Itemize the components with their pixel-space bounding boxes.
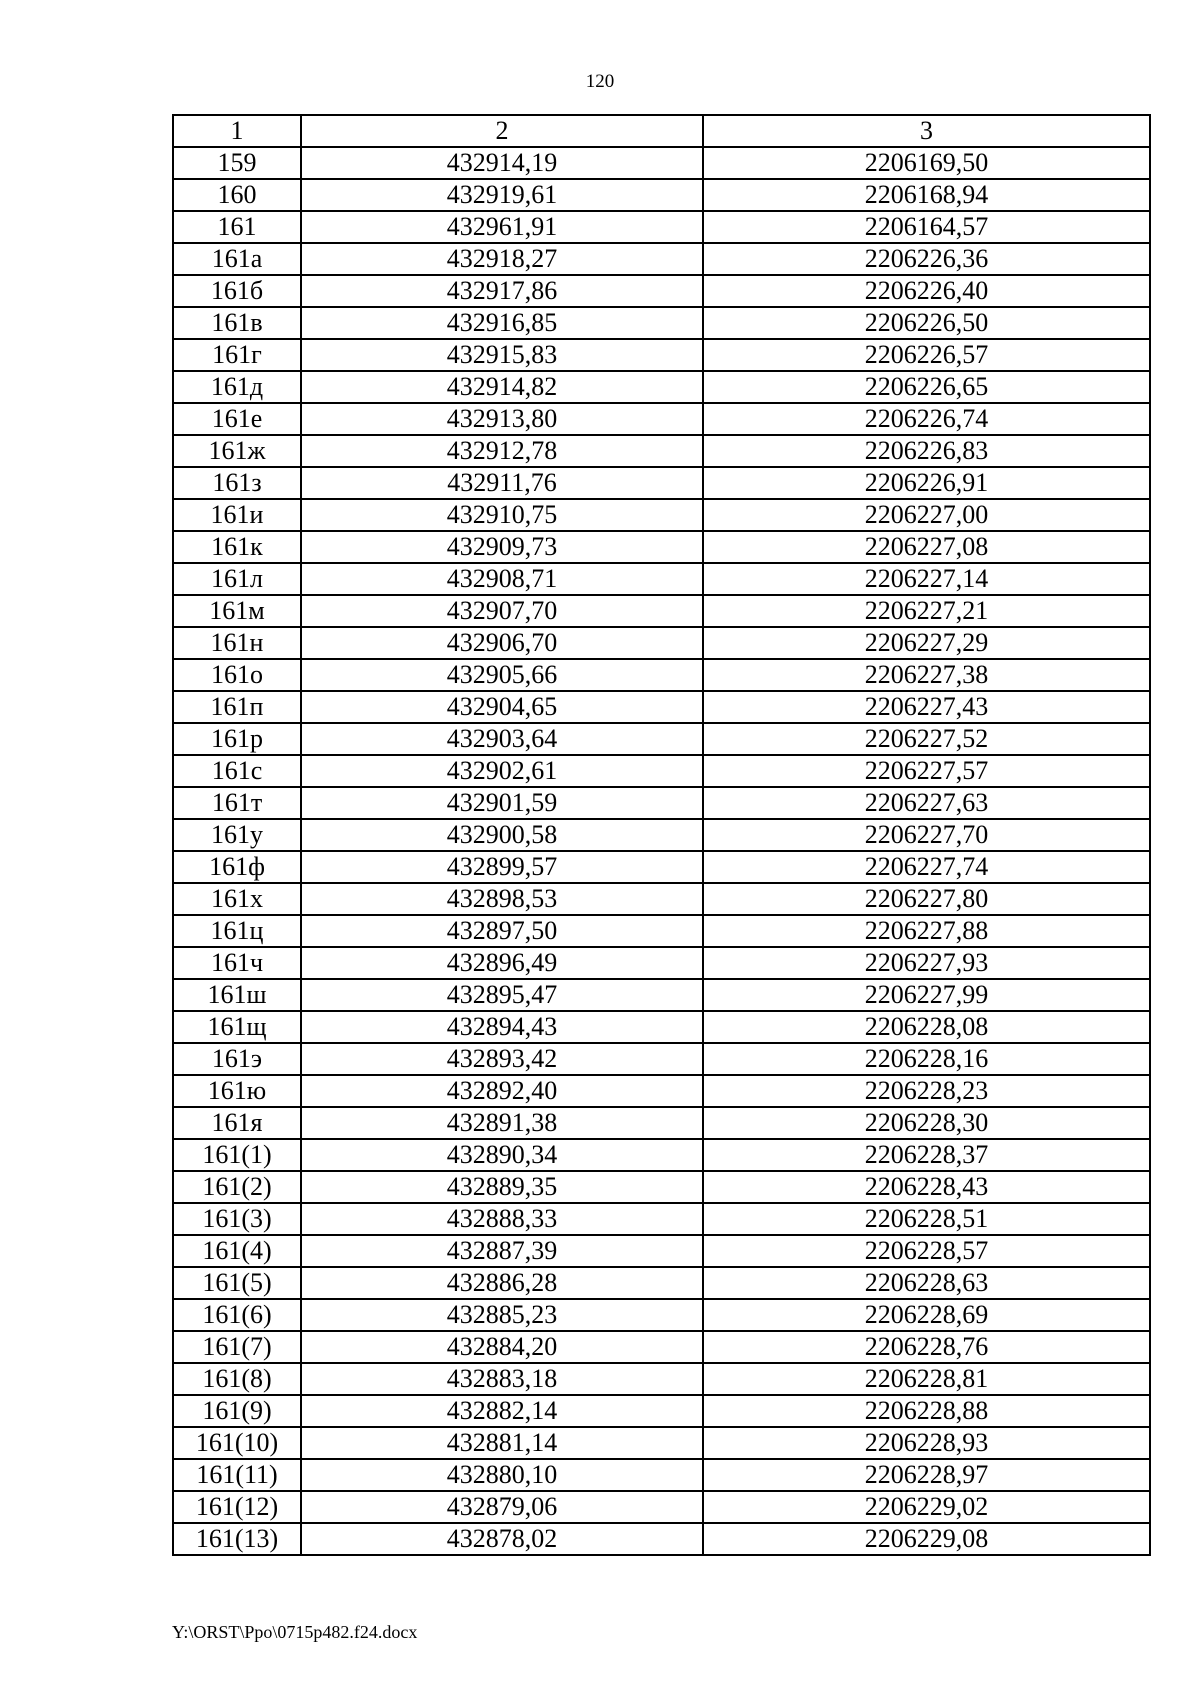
cell-point-id: 161(10) [173, 1427, 301, 1459]
coordinates-table [172, 114, 1151, 1556]
table-row [173, 659, 1150, 691]
cell-point-id: 161ц [173, 915, 301, 947]
table-header-row [173, 115, 1150, 147]
table-row [173, 1107, 1150, 1139]
table-row [173, 1043, 1150, 1075]
cell-point-id: 161ж [173, 435, 301, 467]
table-body [173, 147, 1150, 1555]
cell-x-coordinate: 432918,27 [301, 243, 703, 275]
table-row [173, 275, 1150, 307]
cell-x-coordinate: 432895,47 [301, 979, 703, 1011]
cell-y-coordinate: 2206228,08 [703, 1011, 1150, 1043]
cell-point-id: 161г [173, 339, 301, 371]
cell-y-coordinate: 2206228,43 [703, 1171, 1150, 1203]
cell-point-id: 161(2) [173, 1171, 301, 1203]
table-row [173, 915, 1150, 947]
cell-y-coordinate: 2206227,74 [703, 851, 1150, 883]
table-row [173, 467, 1150, 499]
cell-point-id: 161(9) [173, 1395, 301, 1427]
cell-x-coordinate: 432888,33 [301, 1203, 703, 1235]
cell-x-coordinate: 432894,43 [301, 1011, 703, 1043]
cell-x-coordinate: 432886,28 [301, 1267, 703, 1299]
cell-point-id: 161(6) [173, 1299, 301, 1331]
cell-x-coordinate: 432899,57 [301, 851, 703, 883]
cell-point-id: 161ю [173, 1075, 301, 1107]
cell-x-coordinate: 432907,70 [301, 595, 703, 627]
table-row [173, 1363, 1150, 1395]
table-row [173, 147, 1150, 179]
cell-point-id: 161(1) [173, 1139, 301, 1171]
cell-y-coordinate: 2206228,63 [703, 1267, 1150, 1299]
cell-point-id: 161(5) [173, 1267, 301, 1299]
table-row [173, 371, 1150, 403]
cell-y-coordinate: 2206228,76 [703, 1331, 1150, 1363]
table-row [173, 691, 1150, 723]
cell-y-coordinate: 2206228,16 [703, 1043, 1150, 1075]
table-row [173, 1203, 1150, 1235]
cell-point-id: 161п [173, 691, 301, 723]
table-row [173, 595, 1150, 627]
table-row [173, 339, 1150, 371]
cell-point-id: 161(8) [173, 1363, 301, 1395]
cell-point-id: 161э [173, 1043, 301, 1075]
table-row [173, 787, 1150, 819]
cell-y-coordinate: 2206168,94 [703, 179, 1150, 211]
cell-x-coordinate: 432880,10 [301, 1459, 703, 1491]
table-row [173, 1075, 1150, 1107]
page-number: 120 [585, 71, 615, 92]
cell-x-coordinate: 432919,61 [301, 179, 703, 211]
cell-point-id: 161ш [173, 979, 301, 1011]
column-header-y: 3 [703, 115, 1150, 147]
cell-point-id: 161(7) [173, 1331, 301, 1363]
cell-y-coordinate: 2206228,57 [703, 1235, 1150, 1267]
cell-x-coordinate: 432913,80 [301, 403, 703, 435]
cell-y-coordinate: 2206227,80 [703, 883, 1150, 915]
cell-y-coordinate: 2206227,99 [703, 979, 1150, 1011]
table-row [173, 403, 1150, 435]
table-row [173, 1171, 1150, 1203]
cell-y-coordinate: 2206226,83 [703, 435, 1150, 467]
cell-y-coordinate: 2206227,38 [703, 659, 1150, 691]
cell-y-coordinate: 2206226,91 [703, 467, 1150, 499]
cell-point-id: 161а [173, 243, 301, 275]
cell-y-coordinate: 2206228,93 [703, 1427, 1150, 1459]
cell-point-id: 161м [173, 595, 301, 627]
table-row [173, 563, 1150, 595]
cell-y-coordinate: 2206228,97 [703, 1459, 1150, 1491]
cell-y-coordinate: 2206228,51 [703, 1203, 1150, 1235]
cell-point-id: 161б [173, 275, 301, 307]
cell-y-coordinate: 2206227,93 [703, 947, 1150, 979]
cell-y-coordinate: 2206227,14 [703, 563, 1150, 595]
cell-y-coordinate: 2206228,81 [703, 1363, 1150, 1395]
column-header-x: 2 [301, 115, 703, 147]
cell-point-id: 161и [173, 499, 301, 531]
cell-x-coordinate: 432914,82 [301, 371, 703, 403]
cell-y-coordinate: 2206227,08 [703, 531, 1150, 563]
cell-x-coordinate: 432884,20 [301, 1331, 703, 1363]
table-row [173, 1299, 1150, 1331]
cell-point-id: 161я [173, 1107, 301, 1139]
cell-y-coordinate: 2206226,40 [703, 275, 1150, 307]
cell-y-coordinate: 2206229,08 [703, 1523, 1150, 1555]
cell-x-coordinate: 432881,14 [301, 1427, 703, 1459]
cell-point-id: 161х [173, 883, 301, 915]
table-row [173, 851, 1150, 883]
table-row [173, 1331, 1150, 1363]
cell-y-coordinate: 2206227,57 [703, 755, 1150, 787]
cell-point-id: 161н [173, 627, 301, 659]
table-row [173, 531, 1150, 563]
cell-y-coordinate: 2206228,30 [703, 1107, 1150, 1139]
table-row [173, 883, 1150, 915]
cell-y-coordinate: 2206227,21 [703, 595, 1150, 627]
cell-x-coordinate: 432911,76 [301, 467, 703, 499]
cell-point-id: 161щ [173, 1011, 301, 1043]
table-row [173, 211, 1150, 243]
cell-y-coordinate: 2206228,23 [703, 1075, 1150, 1107]
table-row [173, 1267, 1150, 1299]
cell-y-coordinate: 2206169,50 [703, 147, 1150, 179]
cell-point-id: 161у [173, 819, 301, 851]
table-row [173, 1427, 1150, 1459]
cell-x-coordinate: 432889,35 [301, 1171, 703, 1203]
cell-x-coordinate: 432885,23 [301, 1299, 703, 1331]
cell-x-coordinate: 432915,83 [301, 339, 703, 371]
cell-x-coordinate: 432909,73 [301, 531, 703, 563]
cell-x-coordinate: 432890,34 [301, 1139, 703, 1171]
cell-x-coordinate: 432906,70 [301, 627, 703, 659]
cell-y-coordinate: 2206226,74 [703, 403, 1150, 435]
cell-point-id: 161з [173, 467, 301, 499]
cell-point-id: 161 [173, 211, 301, 243]
cell-x-coordinate: 432892,40 [301, 1075, 703, 1107]
cell-point-id: 159 [173, 147, 301, 179]
cell-point-id: 161в [173, 307, 301, 339]
cell-y-coordinate: 2206227,52 [703, 723, 1150, 755]
table-row [173, 627, 1150, 659]
cell-point-id: 161р [173, 723, 301, 755]
cell-y-coordinate: 2206227,88 [703, 915, 1150, 947]
table-row [173, 1139, 1150, 1171]
cell-x-coordinate: 432897,50 [301, 915, 703, 947]
cell-x-coordinate: 432878,02 [301, 1523, 703, 1555]
table-row [173, 307, 1150, 339]
cell-x-coordinate: 432879,06 [301, 1491, 703, 1523]
cell-x-coordinate: 432961,91 [301, 211, 703, 243]
cell-y-coordinate: 2206228,69 [703, 1299, 1150, 1331]
cell-y-coordinate: 2206227,63 [703, 787, 1150, 819]
cell-x-coordinate: 432908,71 [301, 563, 703, 595]
cell-x-coordinate: 432905,66 [301, 659, 703, 691]
cell-point-id: 161т [173, 787, 301, 819]
cell-y-coordinate: 2206226,65 [703, 371, 1150, 403]
cell-x-coordinate: 432902,61 [301, 755, 703, 787]
cell-y-coordinate: 2206227,70 [703, 819, 1150, 851]
table-row [173, 755, 1150, 787]
table-row [173, 819, 1150, 851]
cell-x-coordinate: 432901,59 [301, 787, 703, 819]
cell-point-id: 161о [173, 659, 301, 691]
cell-y-coordinate: 2206227,00 [703, 499, 1150, 531]
cell-y-coordinate: 2206228,37 [703, 1139, 1150, 1171]
cell-x-coordinate: 432893,42 [301, 1043, 703, 1075]
table-row [173, 1491, 1150, 1523]
table-row [173, 1011, 1150, 1043]
cell-x-coordinate: 432917,86 [301, 275, 703, 307]
table-row [173, 1523, 1150, 1555]
cell-point-id: 161л [173, 563, 301, 595]
table-row [173, 979, 1150, 1011]
table-row [173, 723, 1150, 755]
cell-x-coordinate: 432904,65 [301, 691, 703, 723]
cell-y-coordinate: 2206226,36 [703, 243, 1150, 275]
cell-point-id: 161(3) [173, 1203, 301, 1235]
cell-x-coordinate: 432912,78 [301, 435, 703, 467]
cell-y-coordinate: 2206227,43 [703, 691, 1150, 723]
cell-point-id: 161с [173, 755, 301, 787]
footer-file-path: Y:\ORST\Ppo\0715p482.f24.docx [172, 1622, 418, 1642]
cell-y-coordinate: 2206228,88 [703, 1395, 1150, 1427]
cell-y-coordinate: 2206226,50 [703, 307, 1150, 339]
cell-x-coordinate: 432896,49 [301, 947, 703, 979]
cell-x-coordinate: 432914,19 [301, 147, 703, 179]
cell-point-id: 161(13) [173, 1523, 301, 1555]
cell-x-coordinate: 432883,18 [301, 1363, 703, 1395]
cell-y-coordinate: 2206164,57 [703, 211, 1150, 243]
cell-x-coordinate: 432882,14 [301, 1395, 703, 1427]
cell-y-coordinate: 2206227,29 [703, 627, 1150, 659]
cell-x-coordinate: 432887,39 [301, 1235, 703, 1267]
cell-point-id: 161(4) [173, 1235, 301, 1267]
table-row [173, 179, 1150, 211]
table-row [173, 435, 1150, 467]
column-header-point: 1 [173, 115, 301, 147]
cell-x-coordinate: 432891,38 [301, 1107, 703, 1139]
cell-point-id: 161д [173, 371, 301, 403]
table-row [173, 499, 1150, 531]
cell-y-coordinate: 2206229,02 [703, 1491, 1150, 1523]
cell-point-id: 161ф [173, 851, 301, 883]
cell-x-coordinate: 432910,75 [301, 499, 703, 531]
table-row [173, 243, 1150, 275]
cell-y-coordinate: 2206226,57 [703, 339, 1150, 371]
cell-point-id: 161к [173, 531, 301, 563]
cell-x-coordinate: 432898,53 [301, 883, 703, 915]
cell-point-id: 161(12) [173, 1491, 301, 1523]
cell-point-id: 161е [173, 403, 301, 435]
cell-point-id: 161(11) [173, 1459, 301, 1491]
table-row [173, 947, 1150, 979]
cell-x-coordinate: 432900,58 [301, 819, 703, 851]
table-row [173, 1459, 1150, 1491]
cell-x-coordinate: 432916,85 [301, 307, 703, 339]
cell-point-id: 161ч [173, 947, 301, 979]
cell-point-id: 160 [173, 179, 301, 211]
table-row [173, 1395, 1150, 1427]
cell-x-coordinate: 432903,64 [301, 723, 703, 755]
table-row [173, 1235, 1150, 1267]
